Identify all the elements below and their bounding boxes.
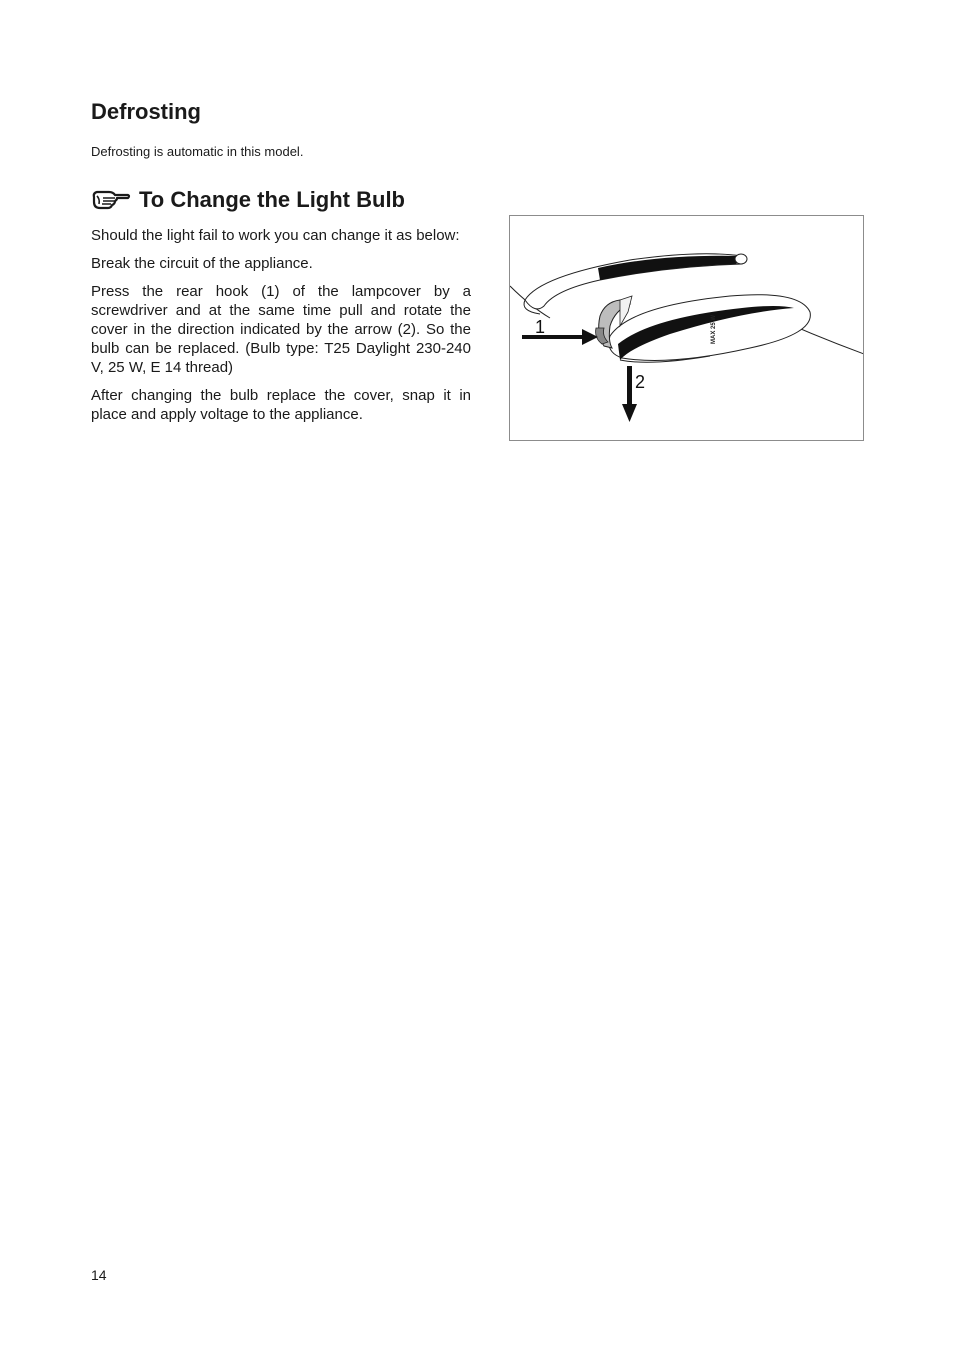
defrosting-heading: Defrosting xyxy=(91,99,201,124)
instruction-paragraph: Should the light fail to work you can change it as below: xyxy=(91,227,460,244)
light-bulb-instructions xyxy=(91,226,471,433)
light-bulb-heading: To Change the Light Bulb xyxy=(139,187,405,212)
page-number: 14 xyxy=(91,1267,107,1283)
lamp-cover-illustration xyxy=(509,215,864,441)
label-1: 1 xyxy=(535,317,546,337)
lamp-marking-text: MAX 25 W xyxy=(711,314,717,344)
label-2: 2 xyxy=(635,372,646,392)
pointing-hand-icon xyxy=(91,187,131,213)
instruction-paragraph: Break the circuit of the appliance. xyxy=(91,255,313,272)
instruction-paragraph: Press the rear hook (1) of the lampcover by a screwdriver and at the same time pull and rotate the cover in the direction indicated by the arrow (2). So the bulb can be replaced. (Bulb type: T25 Daylight 230-240 V, 25 W, E 14 thread) xyxy=(91,283,471,376)
defrosting-text: Defrosting is automatic in this model. xyxy=(91,144,304,159)
instruction-paragraph: After changing the bulb replace the cover, snap it in place and apply voltage to the appliance. xyxy=(91,387,471,423)
light-bulb-heading-row xyxy=(91,184,405,216)
lamp-diagram xyxy=(510,216,864,441)
